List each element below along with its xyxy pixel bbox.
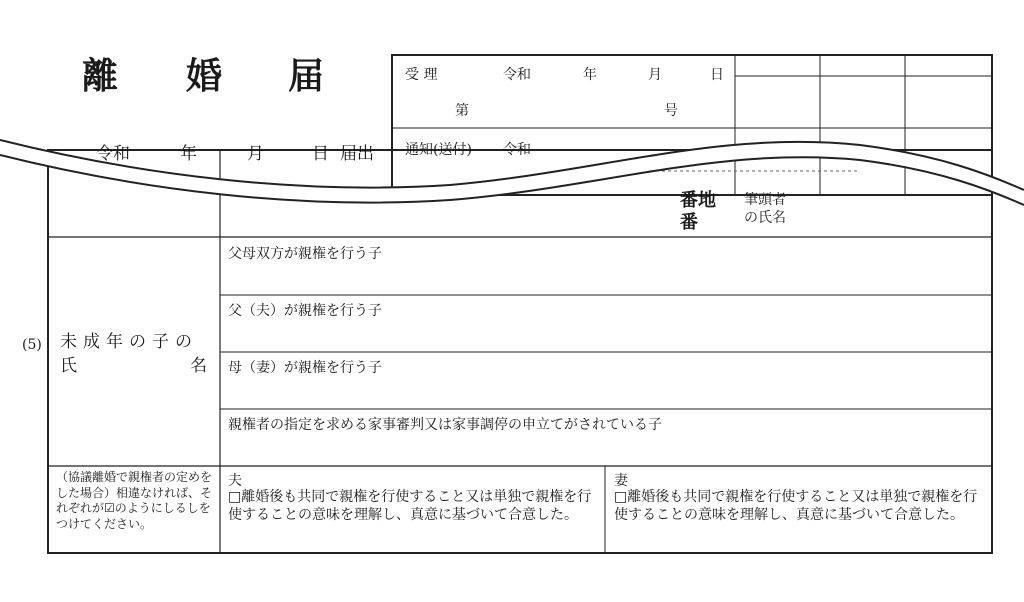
section-label-line2-a: 氏 [60, 356, 77, 376]
filing-era: 令和 [96, 144, 130, 164]
reception-number-suffix: 号 [664, 103, 678, 119]
child-row-mother: 母（妻）が親権を行う子 [228, 360, 382, 376]
child-row-pending: 親権者の指定を求める家事審判又は家事調停の申立てがされている子 [228, 417, 662, 433]
filing-year: 年 [180, 144, 197, 164]
notification-era: 令和 [503, 142, 531, 158]
chiban-label-2: 番 [680, 212, 698, 233]
reception-label: 受 理 [405, 67, 438, 83]
reception-day: 日 [710, 67, 724, 83]
wife-label: 妻 [614, 473, 628, 489]
title-char-2: 婚 [186, 55, 223, 97]
section-label-line2-b: 名 [190, 356, 207, 376]
filing-label: 届出 [340, 144, 374, 164]
wife-agreement-text[interactable]: □離婚後も共同で親権を行使すること又は単独で親権を行使することの意味を理解し、真意に基づいて合意した。 [614, 489, 978, 523]
title-char-3: 届 [288, 55, 325, 97]
reception-number-prefix: 第 [455, 103, 469, 119]
section-label-line1: 未成年の子の [60, 332, 198, 352]
child-row-father: 父（夫）が親権を行う子 [228, 303, 382, 319]
filing-month: 月 [247, 144, 264, 164]
reception-year: 年 [583, 67, 597, 83]
husband-label: 夫 [228, 473, 242, 489]
filing-day: 日 [312, 144, 329, 164]
section-number: (5) [22, 337, 42, 353]
child-row-both-parents: 父母双方が親権を行う子 [228, 246, 382, 262]
title-char-1: 離 [82, 55, 119, 97]
chiban-label-1: 番地 [680, 190, 716, 211]
husband-agreement-text[interactable]: □離婚後も共同で親権を行使すること又は単独で親権を行使することの意味を理解し、真意に基づいて合意した。 [228, 489, 592, 523]
notification-label: 通知(送付) [405, 142, 472, 158]
hittosha-label-1: 筆頭者 [744, 192, 786, 208]
hittosha-label-2: の氏名 [744, 210, 786, 226]
reception-month: 月 [648, 67, 662, 83]
reception-era: 令和 [503, 67, 531, 83]
agreement-note: （協議離婚で親権者の定めをした場合）相違なければ、それぞれが☑のようにしるしをつけてください。 [56, 470, 213, 531]
